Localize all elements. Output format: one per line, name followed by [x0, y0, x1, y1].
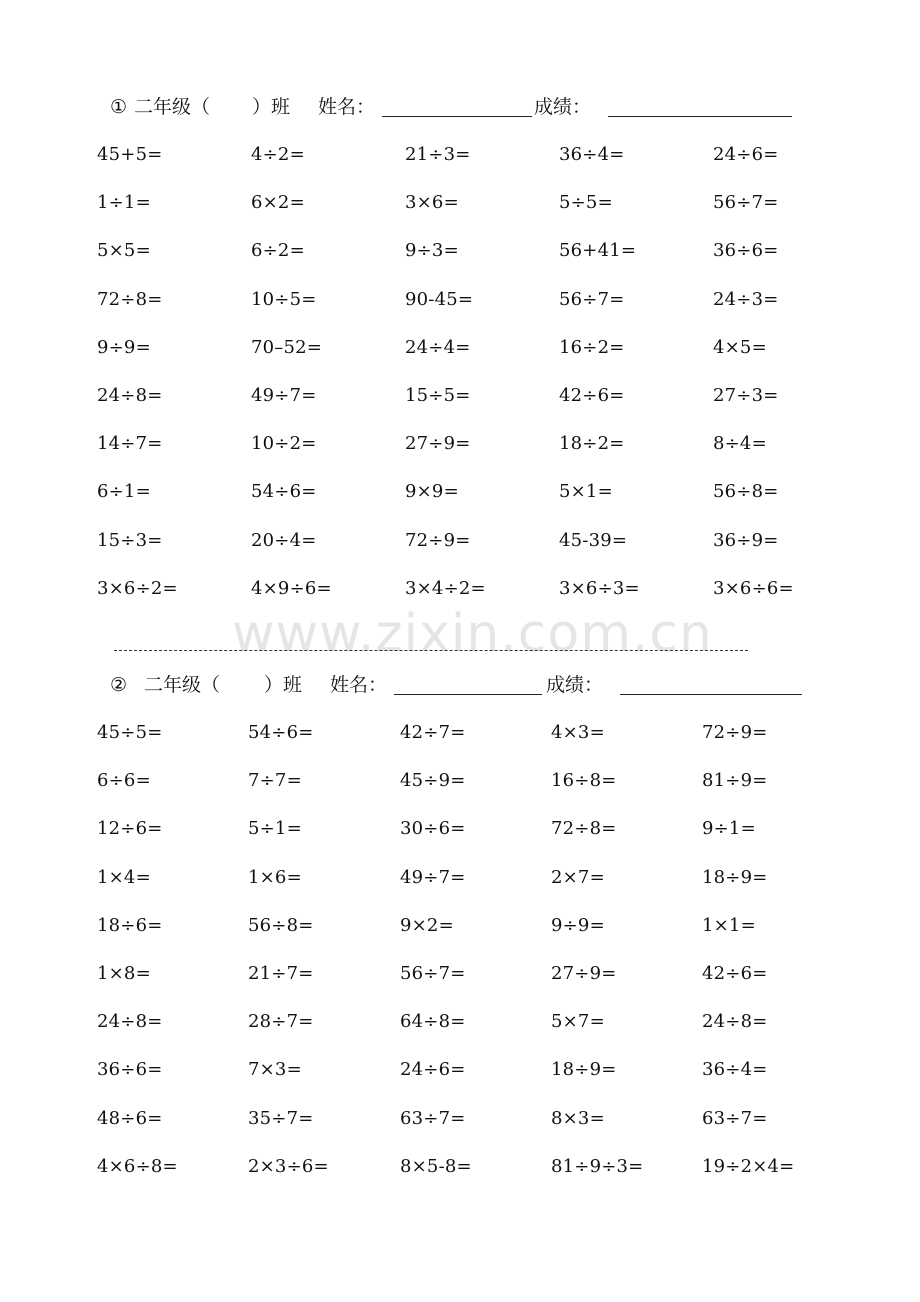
math-problem: 45+5= [97, 144, 163, 165]
math-problem: 56÷7= [713, 192, 779, 214]
math-problem: 28÷7= [248, 1011, 314, 1033]
math-problem: 56÷7= [559, 288, 625, 310]
problem-row [0, 285, 920, 315]
math-problem: 21÷3= [405, 144, 471, 165]
section-1-score-label: 成绩： [534, 96, 592, 118]
math-problem: 54÷6= [251, 481, 317, 503]
math-problem: 70–52= [251, 336, 323, 358]
math-problem: 9×2= [400, 914, 454, 936]
math-problem: 3×6÷6= [713, 577, 794, 599]
math-problem: 1×8= [97, 963, 151, 984]
math-problem: 9÷3= [405, 240, 459, 262]
math-problem: 24÷8= [702, 1011, 768, 1033]
math-problem: 49÷7= [251, 385, 317, 406]
problem-row [0, 1055, 920, 1085]
math-problem: 1×6= [248, 866, 302, 888]
math-problem: 6÷2= [251, 240, 305, 262]
math-problem: 48÷6= [97, 1107, 163, 1129]
math-problem: 24÷4= [405, 336, 471, 358]
section-2-name-label: 姓名： [330, 674, 388, 696]
math-problem: 81÷9= [702, 770, 768, 792]
math-problem: 4×6÷8= [97, 1155, 178, 1177]
math-problem: 56÷8= [248, 914, 314, 936]
math-problem: 10÷2= [251, 433, 317, 455]
math-problem: 8÷4= [713, 433, 767, 455]
math-problem: 3×6÷2= [97, 577, 178, 599]
math-problem: 4×9÷6= [251, 577, 332, 599]
math-problem: 36÷6= [97, 1059, 163, 1081]
math-problem: 15÷5= [405, 385, 471, 406]
math-problem: 63÷7= [400, 1107, 466, 1129]
math-problem: 35÷7= [248, 1107, 314, 1129]
math-problem: 18÷9= [551, 1059, 617, 1081]
math-problem: 4×5= [713, 336, 767, 358]
section-2-number: ② [110, 674, 128, 696]
math-problem: 27÷9= [551, 963, 617, 984]
math-problem: 2×3÷6= [248, 1155, 329, 1177]
problem-row [0, 236, 920, 266]
math-problem: 56÷8= [713, 481, 779, 503]
math-problem: 18÷2= [559, 433, 625, 455]
math-problem: 18÷9= [702, 866, 768, 888]
section-2-score-label: 成绩： [546, 674, 604, 696]
problem-row [0, 814, 920, 844]
math-problem: 24÷3= [713, 288, 779, 310]
math-problem: 42÷7= [400, 722, 466, 743]
problem-row [0, 911, 920, 941]
math-problem: 9÷9= [97, 336, 151, 358]
math-problem: 6÷6= [97, 770, 151, 792]
section-1-grade-label: 二年级（ [134, 96, 211, 118]
math-problem: 2×7= [551, 866, 605, 888]
section-2-score-blank[interactable] [620, 694, 802, 695]
section-1-number: ① [110, 96, 128, 118]
problem-row [0, 574, 920, 604]
math-problem: 36÷4= [702, 1059, 768, 1081]
math-problem: 4÷2= [251, 144, 305, 165]
math-problem: 8×3= [551, 1107, 605, 1129]
section-separator [114, 650, 748, 651]
math-problem: 8×5-8= [400, 1155, 472, 1177]
math-problem: 42÷6= [702, 963, 768, 984]
math-problem: 1×4= [97, 866, 151, 888]
section-1-name-label: 姓名： [318, 96, 376, 118]
math-problem: 72÷9= [405, 529, 471, 551]
math-problem: 4×3= [551, 722, 605, 743]
math-problem: 12÷6= [97, 818, 163, 840]
math-problem: 16÷2= [559, 336, 625, 358]
section-1-score-blank[interactable] [608, 116, 792, 117]
math-problem: 24÷6= [400, 1059, 466, 1081]
math-problem: 45÷5= [97, 722, 163, 743]
problem-row [0, 1007, 920, 1037]
section-1-class-label: ）班 [252, 96, 291, 118]
math-problem: 49÷7= [400, 866, 466, 888]
math-problem: 24÷8= [97, 385, 163, 406]
problem-row [0, 333, 920, 363]
watermark: www.zixin.com.cn [232, 604, 713, 664]
math-problem: 14÷7= [97, 433, 163, 455]
math-problem: 6÷1= [97, 481, 151, 503]
math-problem: 1÷1= [97, 192, 151, 214]
math-problem: 63÷7= [702, 1107, 768, 1129]
math-problem: 90-45= [405, 288, 474, 310]
math-problem: 24÷6= [713, 144, 779, 165]
math-problem: 20÷4= [251, 529, 317, 551]
math-problem: 72÷8= [551, 818, 617, 840]
math-problem: 72÷8= [97, 288, 163, 310]
problem-row [0, 863, 920, 893]
math-problem: 81÷9÷3= [551, 1155, 644, 1177]
math-problem: 15÷3= [97, 529, 163, 551]
problem-row [0, 526, 920, 556]
math-problem: 7×3= [248, 1059, 302, 1081]
problem-row [0, 429, 920, 459]
problem-row [0, 718, 920, 748]
math-problem: 56÷7= [400, 963, 466, 984]
math-problem: 42÷6= [559, 385, 625, 406]
math-problem: 18÷6= [97, 914, 163, 936]
math-problem: 10÷5= [251, 288, 317, 310]
section-2-grade-label: 二年级（ [144, 674, 221, 696]
math-problem: 9÷1= [702, 818, 756, 840]
math-problem: 64÷8= [400, 1011, 466, 1033]
math-problem: 3×6= [405, 192, 459, 214]
math-problem: 36÷4= [559, 144, 625, 165]
math-problem: 72÷9= [702, 722, 768, 743]
math-problem: 9÷9= [551, 914, 605, 936]
math-problem: 5÷1= [248, 818, 302, 840]
section-1-name-blank[interactable] [382, 116, 532, 117]
problem-row [0, 381, 920, 411]
math-problem: 45-39= [559, 529, 628, 551]
math-problem: 36÷6= [713, 240, 779, 262]
math-problem: 30÷6= [400, 818, 466, 840]
math-problem: 19÷2×4= [702, 1155, 795, 1177]
problem-row [0, 140, 920, 170]
math-problem: 16÷8= [551, 770, 617, 792]
math-problem: 5÷5= [559, 192, 613, 214]
math-problem: 1×1= [702, 914, 756, 936]
problem-row [0, 766, 920, 796]
math-problem: 7÷7= [248, 770, 302, 792]
math-problem: 54÷6= [248, 722, 314, 743]
math-problem: 5×7= [551, 1011, 605, 1033]
math-problem: 27÷9= [405, 433, 471, 455]
math-problem: 36÷9= [713, 529, 779, 551]
math-problem: 45÷9= [400, 770, 466, 792]
section-2-class-label: ）班 [264, 674, 303, 696]
math-problem: 56+41= [559, 240, 637, 262]
problem-row [0, 1152, 920, 1182]
math-problem: 6×2= [251, 192, 305, 214]
math-problem: 9×9= [405, 481, 459, 503]
math-problem: 24÷8= [97, 1011, 163, 1033]
problem-row [0, 1104, 920, 1134]
problem-row [0, 188, 920, 218]
section-2-name-blank[interactable] [394, 694, 542, 695]
problem-row [0, 477, 920, 507]
math-problem: 27÷3= [713, 385, 779, 406]
math-problem: 21÷7= [248, 963, 314, 984]
math-problem: 5×1= [559, 481, 613, 503]
math-problem: 5×5= [97, 240, 151, 262]
math-problem: 3×4÷2= [405, 577, 486, 599]
math-problem: 3×6÷3= [559, 577, 640, 599]
problem-row [0, 959, 920, 989]
